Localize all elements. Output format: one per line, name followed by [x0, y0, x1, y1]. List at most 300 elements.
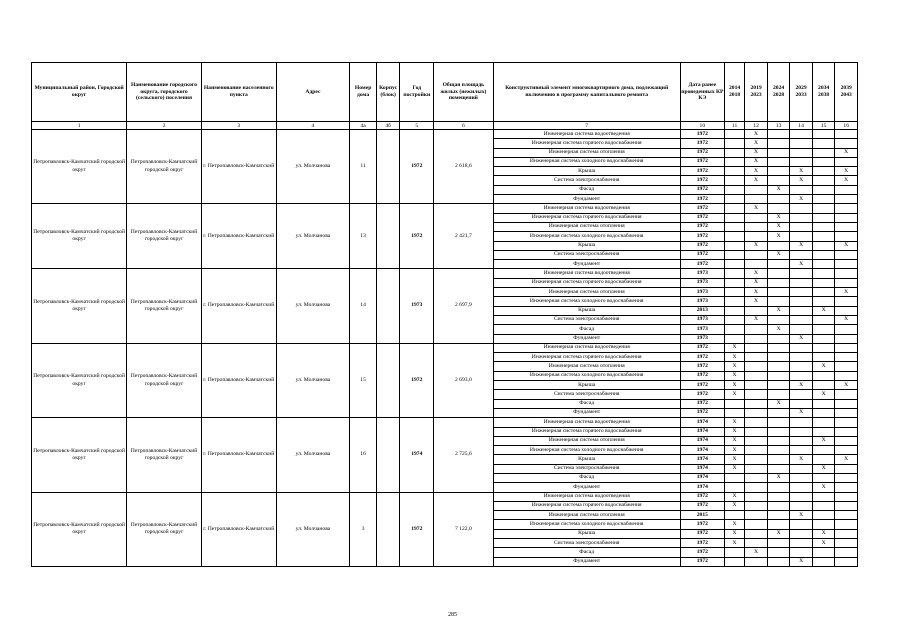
period-mark: [835, 353, 858, 362]
period-mark: [767, 288, 790, 297]
previous-repair-date: 1974: [680, 418, 724, 427]
element-name: Инженерная система горячего водоснабжения: [493, 501, 680, 510]
building-district: Петропавловск-Камчатский городской округ: [32, 492, 127, 566]
period-mark: [812, 511, 835, 520]
column-header: Год постройки: [400, 63, 434, 122]
previous-repair-date: 1972: [680, 176, 724, 185]
period-mark: [745, 381, 768, 390]
element-name: Система электроснабжения: [493, 250, 680, 259]
building-year: 1972: [400, 343, 434, 417]
element-name: Фасад: [493, 185, 680, 194]
building-district: Петропавловск-Камчатский городской округ: [32, 204, 127, 269]
period-mark: [745, 334, 768, 343]
period-mark: X: [724, 390, 744, 399]
previous-repair-date: 1972: [680, 204, 724, 213]
period-mark: [812, 557, 835, 566]
building-block: [376, 492, 400, 566]
period-mark: [767, 176, 790, 185]
previous-repair-date: 2013: [680, 306, 724, 315]
building-area: 2 693,0: [434, 343, 493, 417]
period-mark: X: [724, 529, 744, 538]
building-street: ул. Молчанова: [276, 204, 350, 269]
period-mark: [790, 250, 813, 259]
previous-repair-date: 1972: [680, 557, 724, 566]
element-name: Инженерная система холодного водоснабжения: [493, 371, 680, 380]
period-mark: [767, 148, 790, 157]
period-mark: [745, 483, 768, 492]
period-mark: [812, 185, 835, 194]
period-mark: [835, 232, 858, 241]
element-name: Инженерная система горячего водоснабжения: [493, 139, 680, 148]
building-district: Петропавловск-Камчатский городской округ: [32, 130, 127, 204]
column-number: 15: [812, 122, 835, 130]
period-mark: [745, 353, 768, 362]
building-house: 3: [350, 492, 377, 566]
period-mark: [812, 278, 835, 287]
period-mark: X: [745, 167, 768, 176]
period-mark: [724, 139, 744, 148]
period-mark: [745, 455, 768, 464]
period-mark: [790, 427, 813, 436]
period-mark: [724, 334, 744, 343]
column-header: 2024 2028: [767, 63, 790, 122]
element-name: Система электроснабжения: [493, 315, 680, 324]
period-mark: X: [790, 167, 813, 176]
period-mark: X: [724, 418, 744, 427]
previous-repair-date: 1974: [680, 455, 724, 464]
building-year: 1973: [400, 269, 434, 343]
element-name: Инженерная система водоотведения: [493, 418, 680, 427]
period-mark: X: [745, 297, 768, 306]
period-mark: [767, 381, 790, 390]
period-mark: [767, 501, 790, 510]
building-area: 2 725,6: [434, 418, 493, 492]
period-mark: [767, 548, 790, 557]
period-mark: [724, 130, 744, 139]
previous-repair-date: 1972: [680, 157, 724, 166]
column-number: 10: [680, 122, 724, 130]
period-mark: [790, 539, 813, 548]
period-mark: [745, 539, 768, 548]
building-house: 16: [350, 418, 377, 492]
previous-repair-date: 1972: [680, 130, 724, 139]
element-name: Инженерная система отопления: [493, 511, 680, 520]
element-name: Инженерная система холодного водоснабжения: [493, 446, 680, 455]
period-mark: [835, 408, 858, 417]
period-mark: [767, 297, 790, 306]
element-name: Фасад: [493, 548, 680, 557]
previous-repair-date: 1972: [680, 362, 724, 371]
previous-repair-date: 1974: [680, 473, 724, 482]
column-header: 2014 2018: [724, 63, 744, 122]
previous-repair-date: 1972: [680, 501, 724, 510]
period-mark: X: [790, 195, 813, 204]
period-mark: [745, 436, 768, 445]
building-house: 13: [350, 204, 377, 269]
period-mark: [767, 464, 790, 473]
period-mark: [790, 157, 813, 166]
period-mark: [767, 390, 790, 399]
building-district: Петропавловск-Камчатский городской округ: [32, 343, 127, 417]
period-mark: X: [835, 176, 858, 185]
period-mark: [790, 446, 813, 455]
building-settlement: Петропавловск-Камчатский городской округ: [127, 269, 202, 343]
period-mark: [745, 418, 768, 427]
period-mark: [835, 501, 858, 510]
period-mark: [745, 501, 768, 510]
column-number: 11: [724, 122, 744, 130]
previous-repair-date: 1972: [680, 222, 724, 231]
period-mark: [724, 399, 744, 408]
period-mark: [835, 548, 858, 557]
column-header: Наименование населенного пункта: [201, 63, 276, 122]
period-mark: [812, 139, 835, 148]
period-mark: [790, 343, 813, 352]
period-mark: [724, 250, 744, 259]
period-mark: X: [724, 362, 744, 371]
element-name: Инженерная система отопления: [493, 148, 680, 157]
element-name: Инженерная система горячего водоснабжения: [493, 427, 680, 436]
element-name: Инженерная система водоотведения: [493, 343, 680, 352]
table-row: [32, 204, 858, 213]
period-mark: [724, 325, 744, 334]
period-mark: [790, 139, 813, 148]
period-mark: X: [835, 315, 858, 324]
period-mark: [790, 222, 813, 231]
element-name: Система электроснабжения: [493, 464, 680, 473]
period-mark: X: [745, 288, 768, 297]
period-mark: X: [724, 520, 744, 529]
period-mark: [767, 195, 790, 204]
period-mark: [790, 436, 813, 445]
period-mark: [790, 325, 813, 334]
period-mark: [835, 343, 858, 352]
period-mark: [835, 130, 858, 139]
period-mark: X: [812, 464, 835, 473]
table-row: [32, 492, 858, 501]
period-mark: [812, 353, 835, 362]
column-header: Муниципальный район, Городской округ: [32, 63, 127, 122]
period-mark: [767, 436, 790, 445]
element-name: Фундамент: [493, 334, 680, 343]
previous-repair-date: 1972: [680, 399, 724, 408]
period-mark: [724, 557, 744, 566]
element-name: Система электроснабжения: [493, 176, 680, 185]
column-header: Корпус (блок): [376, 63, 400, 122]
period-mark: [767, 408, 790, 417]
period-mark: [724, 511, 744, 520]
building-settlement: Петропавловск-Камчатский городской округ: [127, 204, 202, 269]
period-mark: X: [812, 362, 835, 371]
previous-repair-date: 1972: [680, 539, 724, 548]
period-mark: [790, 464, 813, 473]
period-mark: [812, 548, 835, 557]
period-mark: [835, 473, 858, 482]
previous-repair-date: 1974: [680, 483, 724, 492]
building-street: ул. Молчанова: [276, 130, 350, 204]
period-mark: X: [790, 511, 813, 520]
period-mark: [724, 278, 744, 287]
period-mark: [745, 371, 768, 380]
period-mark: [767, 418, 790, 427]
previous-repair-date: 1974: [680, 446, 724, 455]
element-name: Инженерная система холодного водоснабжения: [493, 297, 680, 306]
period-mark: X: [790, 381, 813, 390]
period-mark: X: [790, 557, 813, 566]
period-mark: [767, 557, 790, 566]
period-mark: [835, 195, 858, 204]
building-year: 1972: [400, 130, 434, 204]
period-mark: [835, 427, 858, 436]
column-number: 5: [400, 122, 434, 130]
period-mark: [835, 297, 858, 306]
period-mark: [812, 343, 835, 352]
previous-repair-date: 2015: [680, 511, 724, 520]
period-mark: [790, 213, 813, 222]
column-number: 16: [835, 122, 858, 130]
period-mark: X: [790, 176, 813, 185]
period-mark: [724, 148, 744, 157]
period-mark: X: [790, 455, 813, 464]
element-name: Система электроснабжения: [493, 390, 680, 399]
period-mark: [790, 492, 813, 501]
period-mark: X: [724, 501, 744, 510]
period-mark: X: [767, 473, 790, 482]
period-mark: [767, 371, 790, 380]
period-mark: [745, 473, 768, 482]
building-settlement: Петропавловск-Камчатский городской округ: [127, 418, 202, 492]
period-mark: X: [767, 399, 790, 408]
period-mark: [790, 353, 813, 362]
period-mark: X: [745, 157, 768, 166]
building-settlement: Петропавловск-Камчатский городской округ: [127, 343, 202, 417]
element-name: Инженерная система горячего водоснабжения: [493, 213, 680, 222]
period-mark: [790, 362, 813, 371]
period-mark: X: [790, 241, 813, 250]
period-mark: [835, 492, 858, 501]
period-mark: X: [745, 278, 768, 287]
element-name: Крыша: [493, 529, 680, 538]
period-mark: X: [724, 343, 744, 352]
period-mark: [835, 418, 858, 427]
element-name: Крыша: [493, 241, 680, 250]
period-mark: [812, 501, 835, 510]
period-mark: [767, 334, 790, 343]
previous-repair-date: 1973: [680, 334, 724, 343]
period-mark: [724, 288, 744, 297]
element-name: Фундамент: [493, 557, 680, 566]
period-mark: X: [812, 390, 835, 399]
column-number: 4: [276, 122, 350, 130]
previous-repair-date: 1972: [680, 213, 724, 222]
period-mark: [790, 288, 813, 297]
period-mark: [835, 325, 858, 334]
building-block: [376, 130, 400, 204]
building-block: [376, 418, 400, 492]
period-mark: [790, 315, 813, 324]
period-mark: [790, 473, 813, 482]
period-mark: [767, 455, 790, 464]
building-locality: г. Петропавловск-Камчатский: [201, 204, 276, 269]
period-mark: X: [767, 250, 790, 259]
column-header: Номер дома: [350, 63, 377, 122]
previous-repair-date: 1972: [680, 529, 724, 538]
period-mark: [724, 176, 744, 185]
period-mark: [790, 130, 813, 139]
period-mark: [835, 436, 858, 445]
building-house: 15: [350, 343, 377, 417]
period-mark: [745, 325, 768, 334]
header-row: [32, 63, 858, 122]
period-mark: [745, 260, 768, 269]
period-mark: [724, 185, 744, 194]
period-mark: X: [745, 130, 768, 139]
period-mark: [812, 520, 835, 529]
period-mark: X: [724, 353, 744, 362]
previous-repair-date: 1973: [680, 269, 724, 278]
period-mark: [767, 157, 790, 166]
period-mark: [812, 250, 835, 259]
period-mark: [767, 427, 790, 436]
previous-repair-date: 1972: [680, 520, 724, 529]
period-mark: [724, 260, 744, 269]
building-area: 7 122,0: [434, 492, 493, 566]
period-mark: [812, 195, 835, 204]
period-mark: X: [812, 529, 835, 538]
column-number: 4б: [376, 122, 400, 130]
period-mark: [745, 492, 768, 501]
period-mark: [745, 557, 768, 566]
period-mark: [724, 213, 744, 222]
period-mark: [745, 520, 768, 529]
period-mark: [835, 511, 858, 520]
period-mark: [812, 371, 835, 380]
period-mark: [790, 548, 813, 557]
period-mark: X: [767, 185, 790, 194]
period-mark: [767, 353, 790, 362]
period-mark: [812, 455, 835, 464]
column-number: 13: [767, 122, 790, 130]
period-mark: X: [724, 455, 744, 464]
period-mark: [812, 418, 835, 427]
period-mark: [767, 511, 790, 520]
period-mark: X: [835, 381, 858, 390]
column-header: 2034 2038: [812, 63, 835, 122]
element-name: Крыша: [493, 455, 680, 464]
period-mark: [745, 529, 768, 538]
period-mark: [745, 399, 768, 408]
period-mark: [835, 446, 858, 455]
period-mark: [767, 139, 790, 148]
table-row: [32, 343, 858, 352]
building-district: Петропавловск-Камчатский городской округ: [32, 269, 127, 343]
element-name: Система электроснабжения: [493, 539, 680, 548]
period-mark: [790, 520, 813, 529]
period-mark: [835, 278, 858, 287]
period-mark: [790, 232, 813, 241]
previous-repair-date: 1973: [680, 325, 724, 334]
period-mark: [812, 130, 835, 139]
period-mark: [745, 427, 768, 436]
column-header: 2019 2023: [745, 63, 768, 122]
period-mark: [812, 241, 835, 250]
period-mark: [767, 315, 790, 324]
period-mark: [812, 334, 835, 343]
period-mark: [767, 539, 790, 548]
previous-repair-date: 1972: [680, 548, 724, 557]
column-header: Дата ранее проведенных КР КЭ: [680, 63, 724, 122]
period-mark: [812, 315, 835, 324]
element-name: Инженерная система холодного водоснабжения: [493, 157, 680, 166]
period-mark: [790, 399, 813, 408]
period-mark: [835, 371, 858, 380]
previous-repair-date: 1973: [680, 288, 724, 297]
period-mark: [767, 362, 790, 371]
column-number-row: [32, 122, 858, 130]
period-mark: [724, 483, 744, 492]
building-locality: г. Петропавловск-Камчатский: [201, 130, 276, 204]
period-mark: [835, 334, 858, 343]
period-mark: [745, 343, 768, 352]
period-mark: [745, 213, 768, 222]
previous-repair-date: 1972: [680, 390, 724, 399]
period-mark: [790, 529, 813, 538]
period-mark: X: [745, 148, 768, 157]
period-mark: X: [767, 306, 790, 315]
period-mark: [812, 473, 835, 482]
element-name: Инженерная система водоотведения: [493, 492, 680, 501]
element-name: Фасад: [493, 399, 680, 408]
period-mark: X: [812, 306, 835, 315]
period-mark: [790, 371, 813, 380]
period-mark: X: [790, 408, 813, 417]
element-name: Крыша: [493, 381, 680, 390]
period-mark: [835, 557, 858, 566]
period-mark: [812, 269, 835, 278]
building-locality: г. Петропавловск-Камчатский: [201, 343, 276, 417]
period-mark: [767, 520, 790, 529]
period-mark: [790, 483, 813, 492]
previous-repair-date: 1972: [680, 148, 724, 157]
building-area: 2 618,6: [434, 130, 493, 204]
period-mark: [745, 362, 768, 371]
period-mark: [767, 167, 790, 176]
element-name: Инженерная система отопления: [493, 436, 680, 445]
period-mark: [724, 232, 744, 241]
period-mark: [812, 399, 835, 408]
period-mark: X: [745, 241, 768, 250]
previous-repair-date: 1972: [680, 195, 724, 204]
building-house: 14: [350, 269, 377, 343]
element-name: Фасад: [493, 325, 680, 334]
element-name: Крыша: [493, 306, 680, 315]
period-mark: [790, 418, 813, 427]
element-name: Инженерная система горячего водоснабжения: [493, 278, 680, 287]
period-mark: X: [745, 204, 768, 213]
period-mark: [724, 241, 744, 250]
period-mark: X: [767, 222, 790, 231]
period-mark: [812, 446, 835, 455]
previous-repair-date: 1974: [680, 464, 724, 473]
period-mark: [767, 483, 790, 492]
period-mark: X: [812, 483, 835, 492]
period-mark: [724, 315, 744, 324]
period-mark: [790, 204, 813, 213]
element-name: Фундамент: [493, 260, 680, 269]
period-mark: [745, 222, 768, 231]
building-street: ул. Молчанова: [276, 343, 350, 417]
period-mark: X: [724, 371, 744, 380]
